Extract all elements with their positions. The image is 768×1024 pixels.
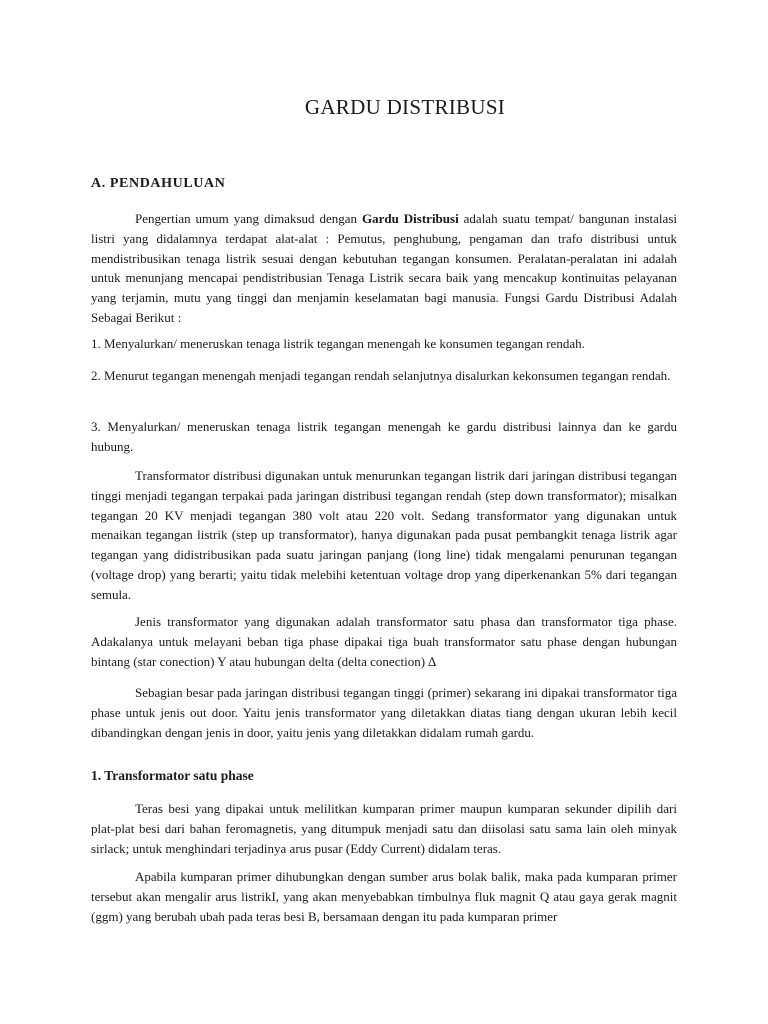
list-item-3: 3. Menyalurkan/ meneruskan tenaga listrik tegangan menengah ke gardu distribusi lainnya dan ke gardu hubung.	[91, 419, 677, 454]
paragraph-teras-besi: Teras besi yang dipakai untuk melilitkan kumparan primer maupun kumparan sekunder dipilih dari plat-plat besi dari bahan feromagnetis, yang ditumpuk menjadi satu dan diisolasi satu sama lain oleh minyak sirlack; untuk menghindari terjadinya arus pusar (Eddy Current) didalam teras.	[91, 801, 677, 856]
intro-text-after: adalah suatu tempat/ bangunan instalasi listri yang didalamnya terdapat alat-alat : Pemutus, penghubung, pengaman dan trafo distribusi untuk mendistribusikan tenaga listrik sesuai dengan kebutuhan tegangan konsumen. Peralatan-peralatan ini adalah untuk menunjang mencapai pendistribusian Tenaga Listrik secara baik yang mencakup kontinuitas pelayanan yang terjamin, mutu yang tinggi dan menjamin keselamatan bagi manusia. Fungsi Gardu Distribusi Adalah Sebagai Berikut :	[91, 211, 677, 325]
list-item-1: 1. Menyalurkan/ meneruskan tenaga listrik tegangan menengah ke konsumen tegangan rendah.	[91, 336, 585, 351]
intro-text-before: Pengertian umum yang dimaksud dengan	[135, 211, 362, 226]
paragraph-jenis-transformator: Jenis transformator yang digunakan adalah transformator satu phasa dan transformator tiga phase. Adakalanya untuk melayani beban tiga phase dipakai tiga buah transformator satu phase dengan hubungan bintang (star conection) Y atau hubungan delta (delta conection) ∆	[91, 614, 677, 669]
section-heading-pendahuluan: A. PENDAHULUAN	[91, 176, 226, 191]
paragraph-transformator-distribusi: Transformator distribusi digunakan untuk menurunkan tegangan listrik dari jaringan distribusi tegangan tinggi menjadi tegangan terpakai pada jaringan distribusi tegangan rendah (step down transformator); misalkan tegangan 20 KV menjadi tegangan 380 volt atau 220 volt. Sedang transformator yang digunakan untuk menaikan tegangan listrik (step up transformator), hanya digunakan pada pusat pembangkit tenaga listrik agar tegangan yang didistribusikan pada suatu jaringan panjang (long line) tidak mengalami penurunan tegangan (voltage drop) yang berarti; yaitu tidak melebihi ketentuan voltage drop yang diperkenankan 5% dari tegangan semula.	[91, 468, 677, 602]
intro-bold-term: Gardu Distribusi	[361, 211, 459, 226]
document-title: GARDU DISTRIBUSI	[304, 95, 506, 119]
list-item-2: 2. Menurut tegangan menengah menjadi tegangan rendah selanjutnya disalurkan kekonsumen tegangan rendah.	[91, 368, 671, 383]
paragraph-apabila: Apabila kumparan primer dihubungkan dengan sumber arus bolak balik, maka pada kumparan primer tersebut akan mengalir arus listrikI, yang akan menyebabkan timbulnya fluk magnit Q atau gaya gerak magnit (ggm) yang berubah ubah pada teras besi B, bersamaan dengan itu pada kumparan primer	[91, 869, 677, 924]
subsection-heading-transformator-satu-phase: 1. Transformator satu phase	[91, 768, 254, 783]
paragraph-sebagian-besar: Sebagian besar pada jaringan distribusi tegangan tinggi (primer) sekarang ini dipakai transformator tiga phase untuk jenis out door. Yaitu jenis transformator yang diletakkan diatas tiang dengan ukuran lebih kecil dibandingkan dengan jenis in door, yaitu jenis yang diletakkan didalam rumah gardu.	[91, 685, 677, 740]
intro-paragraph	[91, 209, 677, 328]
